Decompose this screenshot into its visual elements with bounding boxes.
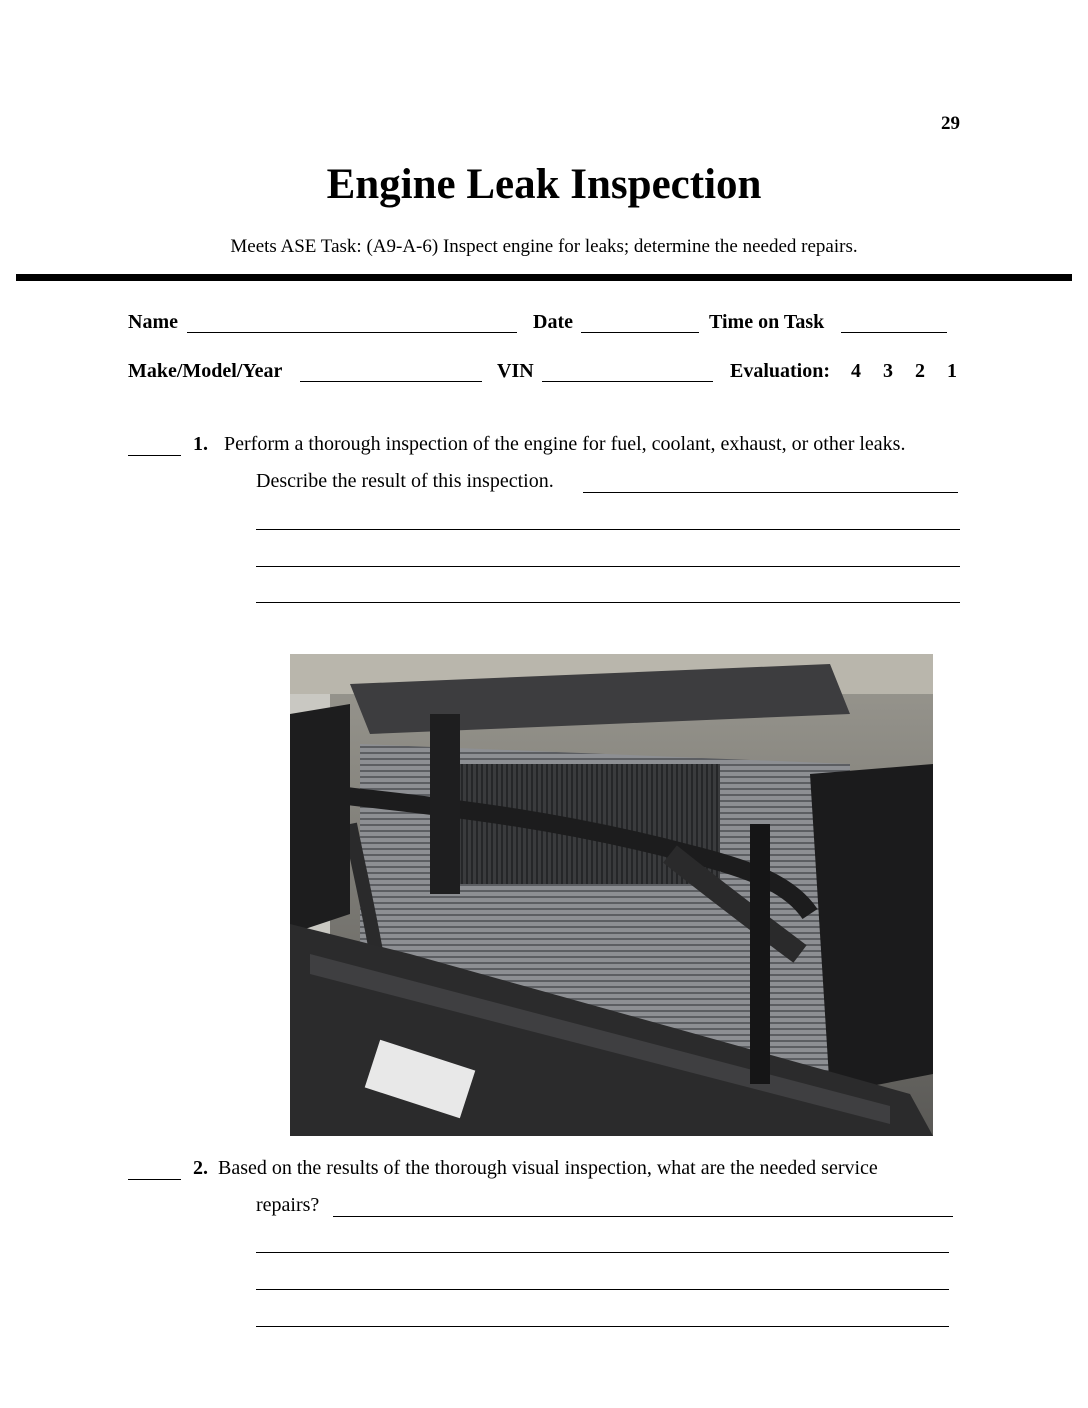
engine-radiator-photo [290,654,933,1136]
ase-task-subtitle: Meets ASE Task: (A9-A-6) Inspect engine for leaks; determine the needed repairs. [230,236,858,257]
time-on-task-field[interactable] [841,332,947,333]
question-2-answer-line[interactable] [333,1216,953,1217]
date-field[interactable] [581,332,699,333]
evaluation-score-3[interactable]: 3 [883,360,893,382]
make-model-year-field[interactable] [300,381,482,382]
question-1-text: Perform a thorough inspection of the engine for fuel, coolant, exhaust, or other leaks. [224,433,906,455]
evaluation-score-2[interactable]: 2 [915,360,925,382]
question-1-answer-line[interactable] [256,602,960,603]
name-field[interactable] [187,332,517,333]
question-1-answer-line[interactable] [256,566,960,567]
question-2-number: 2. [193,1157,208,1179]
question-2-text: Based on the results of the thorough visual inspection, what are the needed service [218,1157,878,1179]
make-model-year-label: Make/Model/Year [128,360,283,382]
question-1-number: 1. [193,433,208,455]
vin-label: VIN [497,360,534,382]
evaluation-score-4[interactable]: 4 [851,360,861,382]
evaluation-score-1[interactable]: 1 [947,360,957,382]
header-divider [16,274,1072,281]
question-1-answer-line[interactable] [583,492,958,493]
question-2-answer-line[interactable] [256,1252,949,1253]
question-2-check-blank[interactable] [128,1179,181,1180]
question-1-answer-line[interactable] [256,529,960,530]
question-2-prompt: repairs? [256,1194,320,1216]
page-title: Engine Leak Inspection [326,161,762,208]
page-number: 29 [941,113,960,134]
question-1-prompt: Describe the result of this inspection. [256,470,554,492]
question-1-check-blank[interactable] [128,455,181,456]
time-on-task-label: Time on Task [709,311,825,333]
vin-field[interactable] [542,381,713,382]
name-label: Name [128,311,178,333]
question-2-answer-line[interactable] [256,1289,949,1290]
evaluation-label: Evaluation: [730,360,831,382]
question-2-answer-line[interactable] [256,1326,949,1327]
date-label: Date [533,311,573,333]
